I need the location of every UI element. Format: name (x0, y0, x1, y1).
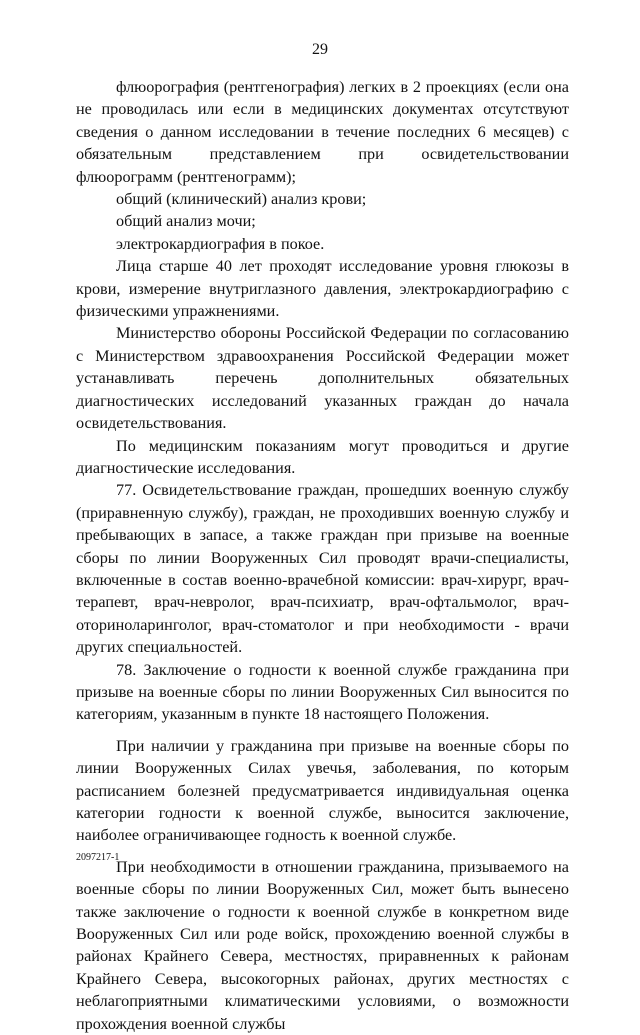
paragraph-blood-test: общий (клинический) анализ крови; (116, 190, 367, 209)
paragraph-additional-conclusion: При необходимости в отношении гражданина, призываемого на военные сборы по линии Вооруженных Сил, может быть вынесено также заключение о годности к военной службе в конкретном виде Вооруженных Сил или роде войск, прохождению военной службы в районах Крайнего Севера, местностях, приравненных к районам Крайнего Севера, высокогорных районах, других местностях с неблагоприятными климатическими условиями, о возможности прохождения военной службы (76, 857, 569, 1033)
document-code: 2097217-1 (76, 852, 120, 863)
paragraph-over-40: Лица старше 40 лет проходят исследование уровня глюкозы в крови, измерение внутриглазного давления, электрокардиографию с физическими упражнениями. (76, 257, 569, 321)
paragraph-other-diagnostics: По медицинским показаниям могут проводиться и другие диагностические исследования. (76, 436, 569, 477)
paragraph-ministry-defense: Министерство обороны Российской Федерации по согласованию с Министерством здравоохранения Российской Федерации может устанавливать перечень дополнительных обязательных диагностических исследований указанных граждан до начала освидетельствования. (76, 324, 569, 433)
paragraph-item-78: 78. Заключение о годности к военной службе гражданина при призыве на военные сборы по линии Вооруженных Сил выносится по категориям, указанным в пункте 18 настоящего Положения. (76, 660, 569, 724)
paragraph-injury-conclusion: При наличии у гражданина при призыве на военные сборы по линии Вооруженных Силах увечья, заболевания, по которым расписанием болезней предусматривается индивидуальная оценка категории годности к военной службе, выносится заключение, наиболее ограничивающее годность к военной службе. (76, 736, 569, 845)
paragraph-fluorography: флюорография (рентгенография) легких в 2 проекциях (если она не проводилась или если в медицинских документах отсутствуют сведения о данном исследовании в течение последних 6 месяцев) с обязательным представлением при освидетельствовании флюорограмм (рентгенограмм); (76, 78, 569, 186)
page-number: 29 (312, 41, 328, 58)
document-body (76, 76, 569, 1035)
paragraph-ecg: электрокардиография в покое. (116, 234, 325, 253)
paragraph-item-77: 77. Освидетельствование граждан, прошедших военную службу (приравненную службу), граждан, не проходивших военную службу и пребывающих в запасе, а также граждан при призыве на военные сборы по линии Вооруженных Сил проводят врачи-специалисты, включенные в состав военно-врачебной комиссии: врач-хирург, врач-терапевт, врач-невролог, врач-психиатр, врач-офтальмолог, врач-оториноларинголог, врач-стоматолог и при необходимости - врачи других специальностей. (76, 481, 569, 657)
paragraph-urine-test: общий анализ мочи; (116, 212, 256, 231)
